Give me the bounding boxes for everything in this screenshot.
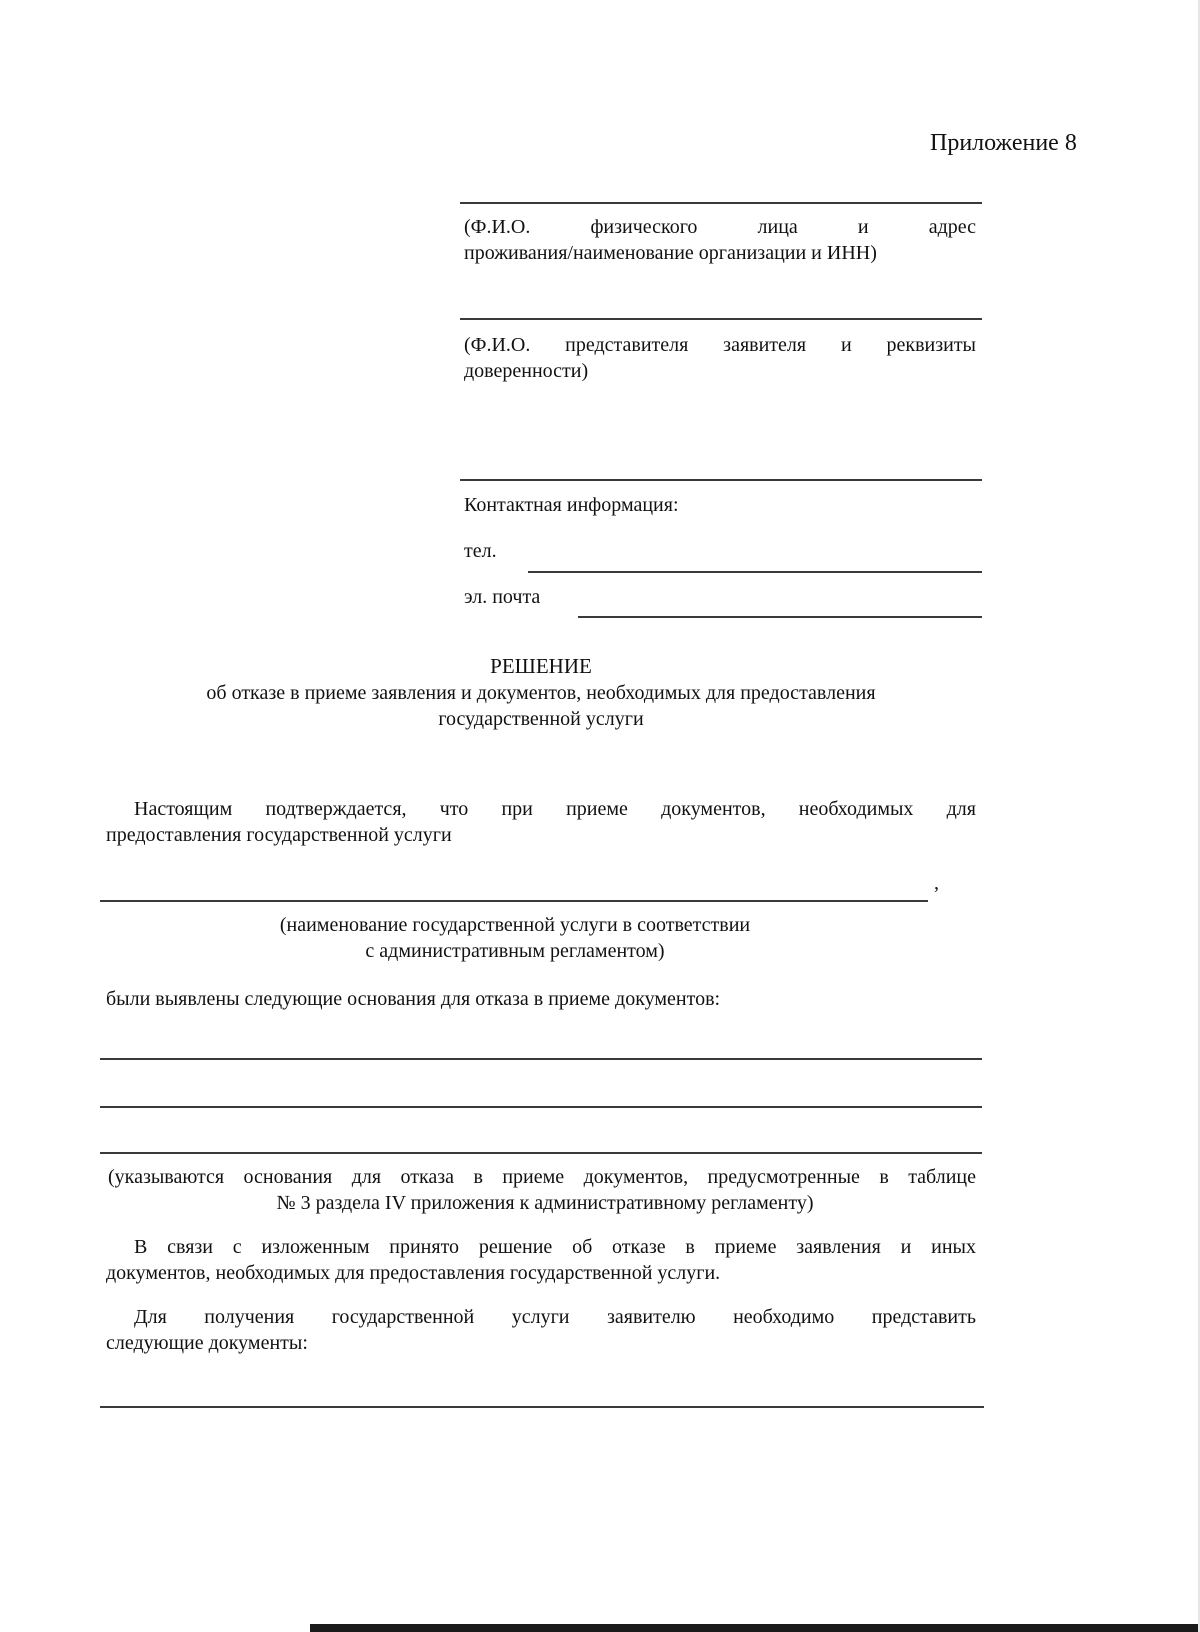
document-subtitle-line1: об отказе в приеме заявления и документов, необходимых для предоставления [206, 682, 876, 704]
documents-fill-line [100, 1406, 984, 1408]
grounds-caption-line2: № 3 раздела IV приложения к административному регламенту) [276, 1192, 814, 1214]
service-caption-line2: с административным регламентом) [365, 940, 665, 962]
document-subtitle-line2: государственной услуги [438, 708, 644, 730]
para2-line2: документов, необходимых для предоставления государственной услуги. [106, 1262, 721, 1284]
phone-label: тел. [464, 540, 497, 562]
para3-line1: Для получения государственной услуги заявителю необходимо представить [134, 1306, 976, 1328]
email-fill-line [578, 616, 982, 618]
service-name-comma: , [934, 872, 939, 894]
grounds-fill-line-2 [100, 1106, 982, 1108]
para2-line1: В связи с изложенным принято решение об отказе в приеме заявления и иных [134, 1236, 976, 1258]
grounds-intro: были выявлены следующие основания для отказа в приеме документов: [106, 988, 721, 1010]
contact-info-label: Контактная информация: [464, 494, 679, 516]
applicant-caption-line2: проживания/наименование организации и ИНН) [464, 242, 877, 264]
para3-line2: следующие документы: [106, 1332, 308, 1354]
representative-caption-line1: (Ф.И.О. представителя заявителя и реквизиты [464, 334, 976, 356]
representative-extra-fill-line [460, 479, 982, 481]
scan-bottom-edge [310, 1624, 1200, 1632]
phone-fill-line [528, 571, 982, 573]
para1-line1: Настоящим подтверждается, что при приеме документов, необходимых для [134, 798, 976, 820]
para1-line2: предоставления государственной услуги [106, 824, 452, 846]
appendix-label: Приложение 8 [930, 130, 1077, 156]
representative-caption-line2: доверенности) [464, 360, 589, 382]
applicant-caption-line1: (Ф.И.О. физического лица и адрес [464, 216, 976, 238]
grounds-fill-line-3 [100, 1152, 982, 1154]
document-title: РЕШЕНИЕ [490, 654, 592, 678]
grounds-caption-line1: (указываются основания для отказа в приеме документов, предусмотренные в таблице [108, 1166, 976, 1188]
representative-fill-line [460, 318, 982, 320]
email-label: эл. почта [464, 586, 541, 608]
grounds-fill-line-1 [100, 1058, 982, 1060]
applicant-fill-line [460, 202, 982, 204]
service-caption-line1: (наименование государственной услуги в соответствии [279, 914, 751, 936]
service-name-fill-line [100, 900, 928, 902]
